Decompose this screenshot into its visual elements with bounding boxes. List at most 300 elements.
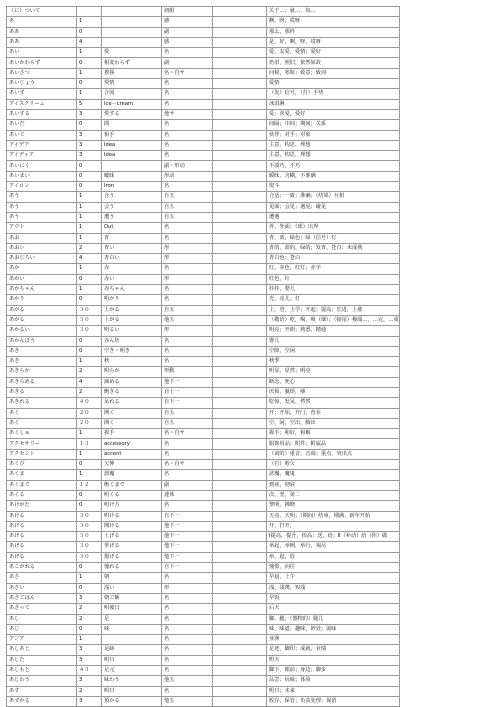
table-row [7,573,400,583]
accent-cell: 3 [77,655,102,665]
accent-cell: ３０ [77,511,102,521]
accent-cell: 0 [77,460,102,470]
reading-cell: アイディア [7,151,77,161]
blank-cell [213,346,267,356]
pos-cell: 名 [162,120,213,130]
meaning-cell: 主意，构思，理想 [267,140,400,150]
blank-cell [213,635,267,645]
pos-cell: 自下一 [162,511,213,521]
kanji-cell: 上がる [102,305,162,315]
kanji-cell: 上げる [102,532,162,542]
pos-cell: 連体 [162,490,213,500]
pos-cell: 名 [162,89,213,99]
table-row [7,367,400,377]
pos-cell: 名 [162,449,213,459]
pos-cell: 名・自サ [162,68,213,78]
accent-cell: ３０ [77,315,102,325]
reading-cell: あきる [7,387,77,397]
reading-cell: あさ [7,573,77,583]
blank-cell [213,357,267,367]
accent-cell: 1 [77,48,102,58]
reading-cell: アジア [7,635,77,645]
blank-cell [213,490,267,500]
meaning-cell: 青，蓝，绿色；绿（信号）灯 [267,233,400,243]
table-row [7,542,400,552]
pos-cell: 名 [162,223,213,233]
reading-cell: あいさつ [7,68,77,78]
table-row [7,17,400,27]
reading-cell: あか [7,264,77,274]
accent-cell: 3 [77,676,102,686]
accent-cell: 0 [77,79,102,89]
reading-cell: あがる [7,305,77,315]
table-row [7,624,400,634]
accent-cell: 2 [77,387,102,397]
pos-cell: 名 [162,573,213,583]
meaning-cell: （词的）重音，音调；重点，突出点 [267,449,400,459]
accent-cell: 0 [77,182,102,192]
kanji-cell: 秋 [102,357,162,367]
accent-cell: 3 [77,109,102,119]
reading-cell: あした [7,655,77,665]
meaning-cell: 爱情 [267,79,400,89]
blank-cell [213,182,267,192]
pos-cell: 名 [162,666,213,676]
table-row [7,202,400,212]
table-row [7,27,400,37]
meaning-cell: 青白色；苍白 [267,254,400,264]
meaning-cell: 黎明，拂晓 [267,501,400,511]
reading-cell: あす [7,686,77,696]
meaning-cell: 空，闲，空出，腾出 [267,418,400,428]
accent-cell: 2 [77,604,102,614]
accent-cell: 0 [77,161,102,171]
blank-cell [213,563,267,573]
meaning-cell: 红色，红 [267,274,400,284]
kanji-cell: 明かり [102,295,162,305]
meaning-cell: 关于…，就…，每… [267,7,400,17]
kanji-cell: 朝 [102,573,162,583]
kanji-cell: 明日 [102,686,162,696]
table-row [7,7,400,17]
table-row [7,120,400,130]
table-row [7,68,400,78]
blank-cell [213,254,267,264]
blank-cell [213,583,267,593]
kanji-cell: 諦める [102,377,162,387]
accent-cell: 0 [77,27,102,37]
pos-cell: 自五 [162,202,213,212]
meaning-cell: 到底，彻底 [267,480,400,490]
reading-cell: アウト [7,223,77,233]
meaning-cell: 厌烦，腻烦，够 [267,387,400,397]
accent-cell: ３０ [77,521,102,531]
kanji-cell [102,17,162,27]
blank-cell [213,99,267,109]
blank-cell [213,243,267,253]
blank-cell [213,552,267,562]
table-row [7,336,400,346]
kanji-cell: 悪魔 [102,470,162,480]
table-row [7,460,400,470]
kanji-cell: Ice－cream [102,99,162,109]
reading-cell: あき [7,357,77,367]
reading-cell: あじわう [7,676,77,686]
blank-cell [213,305,267,315]
kanji-cell: 空き・明き [102,346,162,356]
reading-cell: アイデア [7,140,77,150]
accent-cell: 1 [77,573,102,583]
meaning-cell: 青的，蓝的，绿的；发青，苍白；未成熟 [267,243,400,253]
accent-cell: 1 [77,635,102,645]
meaning-cell: 开，打开， [267,521,400,531]
kanji-cell: 青 [102,233,162,243]
reading-cell: あずかる [7,696,77,706]
reading-cell: アイロン [7,182,77,192]
accent-cell [77,7,102,17]
table-row [7,58,400,68]
pos-cell: 名 [162,470,213,480]
pos-cell: 形动 [162,171,213,181]
pos-cell: 名 [162,655,213,665]
meaning-cell: 那么，那样 [267,27,400,37]
blank-cell [213,161,267,171]
meaning-cell: 握手；和好，和解 [267,429,400,439]
blank-cell [213,398,267,408]
kanji-cell: 明後日 [102,604,162,614]
table-row [7,254,400,264]
accent-cell: 1 [77,470,102,480]
meaning-cell: 熨斗 [267,182,400,192]
table-row [7,635,400,645]
kanji-cell: 足 [102,614,162,624]
meaning-cell: 合适；一致；准确；（结果）互相 [267,192,400,202]
accent-cell: 4 [77,254,102,264]
reading-cell: あかい [7,274,77,284]
meaning-cell: （打）哈欠 [267,460,400,470]
pos-cell: 自五 [162,408,213,418]
pos-cell: 他五 [162,315,213,325]
table-row [7,398,400,408]
reading-cell: あくしゅ [7,429,77,439]
accent-cell: 1 [77,233,102,243]
blank-cell [213,387,267,397]
kanji-cell: 青白い [102,254,162,264]
kanji-cell [102,7,162,17]
pos-cell: 感 [162,17,213,27]
accent-cell: 1 [77,68,102,78]
reading-cell: あける [7,521,77,531]
accent-cell: 1 [77,17,102,27]
table-row [7,501,400,511]
meaning-cell: 足迹，脚印；成就，业绩 [267,645,400,655]
reading-cell: あ [7,17,77,27]
meaning-cell: 娃娃，婴儿 [267,285,400,295]
accent-cell: 1 [77,429,102,439]
table-row [7,243,400,253]
meaning-cell: 憧憬，向往 [267,563,400,573]
kanji-cell [102,635,162,645]
vocabulary-table-body [7,7,400,707]
table-row [7,563,400,573]
accent-cell: 1 [77,264,102,274]
meaning-cell: Ⅰ提高，提升，抬高；送，给；Ⅱ（补动）给（你）做 [267,532,400,542]
blank-cell [213,532,267,542]
reading-cell: あげる [7,542,77,552]
table-row [7,470,400,480]
table-row [7,686,400,696]
reading-cell: あかるい [7,326,77,336]
meaning-cell: 见面；会见；遇见；碰见 [267,202,400,212]
table-row [7,130,400,140]
accent-cell: １２ [77,480,102,490]
pos-cell: 名 [162,346,213,356]
accent-cell: 3 [77,696,102,706]
pos-cell: 名 [162,48,213,58]
meaning-cell: 明日；未来 [267,686,400,696]
meaning-cell: 不凑巧，不巧 [267,161,400,171]
meaning-cell: 婴儿 [267,336,400,346]
table-row [7,439,400,449]
reading-cell: あいだ [7,120,77,130]
pos-cell: 副・形动 [162,161,213,171]
pos-cell: 自下一 [162,563,213,573]
meaning-cell: 早饭 [267,593,400,603]
meaning-cell: 次，翌，第二 [267,490,400,500]
reading-cell: あくまで [7,480,77,490]
reading-cell: アクセント [7,449,77,459]
table-row [7,418,400,428]
reading-cell: あけがた [7,501,77,511]
blank-cell [213,439,267,449]
table-row [7,233,400,243]
accent-cell: ３０ [77,542,102,552]
accent-cell: 1 [77,192,102,202]
pos-cell: 名 [162,285,213,295]
kanji-cell [102,161,162,171]
table-row [7,285,400,295]
pos-cell: 形 [162,254,213,264]
blank-cell [213,89,267,99]
pos-cell: 他五 [162,676,213,686]
table-row [7,212,400,222]
pos-cell: 名 [162,645,213,655]
blank-cell [213,37,267,47]
reading-cell: あげる [7,532,77,542]
reading-cell: あいじょう [7,79,77,89]
reading-cell: あいかわらず [7,58,77,68]
table-row [7,37,400,47]
kanji-cell: 飽きる [102,387,162,397]
pos-cell: 名 [162,614,213,624]
meaning-cell: 爱；喜爱，爱好 [267,109,400,119]
blank-cell [213,68,267,78]
pos-cell: 形 [162,274,213,284]
blank-cell [213,109,267,119]
kanji-cell: 朝ご飯 [102,593,162,603]
pos-cell: 名 [162,336,213,346]
kanji-cell: 相変わらず [102,58,162,68]
kanji-cell: 揚げる [102,552,162,562]
kanji-cell: 間 [102,120,162,130]
table-row [7,490,400,500]
blank-cell [213,336,267,346]
accent-cell: 1 [77,223,102,233]
accent-cell: ３０ [77,532,102,542]
blank-cell [213,367,267,377]
kanji-cell: 合う [102,192,162,202]
meaning-cell: 光，亮儿；灯 [267,295,400,305]
accent-cell: 1 [77,285,102,295]
blank-cell [213,223,267,233]
meaning-cell: 亚洲 [267,635,400,645]
accent-cell: 4 [77,377,102,387]
table-row [7,593,400,603]
meaning-cell: 红，赤色，红灯；赤字 [267,264,400,274]
accent-cell: 0 [77,501,102,511]
kanji-cell: accessory [102,439,162,449]
blank-cell [213,377,267,387]
accent-cell: 0 [77,274,102,284]
blank-cell [213,470,267,480]
meaning-cell: 味，味道；趣味，妙处；滋味 [267,624,400,634]
kanji-cell: 曖昧 [102,171,162,181]
reading-cell: あくる [7,490,77,500]
meaning-cell: 爱，友爱，爱情；爱好 [267,48,400,58]
table-row [7,387,400,397]
table-row [7,357,400,367]
accent-cell: 3 [77,593,102,603]
reading-cell: あさい [7,583,77,593]
accent-cell: 2 [77,367,102,377]
blank-cell [213,58,267,68]
pos-cell: 感 [162,37,213,47]
table-row [7,532,400,542]
pos-cell: 副 [162,480,213,490]
pos-cell: 自上一 [162,387,213,397]
accent-cell: ３０ [77,305,102,315]
kanji-cell: 赤 [102,264,162,274]
vocabulary-table [6,6,400,707]
meaning-cell: 收存，保管；负责处理；保留 [267,696,400,706]
table-row [7,161,400,171]
kanji-cell: 明くる [102,490,162,500]
meaning-cell: 伙伴；对手；对象 [267,130,400,140]
pos-cell: 名 [162,357,213,367]
reading-cell: あかり [7,295,77,305]
table-row [7,449,400,459]
meaning-cell: 明亮；开朗；熟悉，精通 [267,326,400,336]
table-row [7,655,400,665]
kanji-cell: Iron [102,182,162,192]
accent-cell: 1 [77,202,102,212]
reading-cell: アクセサリー [7,439,77,449]
blank-cell [213,7,267,17]
blank-cell [213,449,267,459]
blank-cell [213,511,267,521]
pos-cell: 名 [162,604,213,614]
blank-cell [213,120,267,130]
pos-cell: 他下一 [162,377,213,387]
meaning-cell: 主意，构思，理想 [267,151,400,161]
blank-cell [213,521,267,531]
meaning-cell: 早晨，上午 [267,573,400,583]
reading-cell: あおい [7,243,77,253]
meaning-cell: 举，起，放 [267,552,400,562]
blank-cell [213,192,267,202]
kanji-cell: 愛情 [102,79,162,89]
table-row [7,614,400,624]
accent-cell: 1 [77,212,102,222]
kanji-cell [102,27,162,37]
meaning-cell: 空隙，空闲 [267,346,400,356]
kanji-cell: 足跡 [102,645,162,655]
reading-cell: あく [7,408,77,418]
reading-cell: あいず [7,89,77,99]
table-row [7,89,400,99]
blank-cell [213,686,267,696]
meaning-cell: 冰淇淋 [267,99,400,109]
reading-cell: あく [7,418,77,428]
reading-cell: あしあと [7,645,77,655]
pos-cell: 名 [162,624,213,634]
kanji-cell: 握手 [102,429,162,439]
table-row [7,109,400,119]
kanji-cell: 預かる [102,696,162,706]
blank-cell [213,418,267,428]
pos-cell: 副 [162,27,213,37]
blank-cell [213,48,267,58]
reading-cell: アイスクリーム [7,99,77,109]
pos-cell: 自五 [162,212,213,222]
accent-cell: ２０ [77,418,102,428]
blank-cell [213,604,267,614]
reading-cell: あおじろい [7,254,77,264]
kanji-cell: 青い [102,243,162,253]
kanji-cell: 赤い [102,274,162,284]
accent-cell: 1 [77,357,102,367]
pos-cell: 他下一 [162,532,213,542]
kanji-cell: 足元 [102,666,162,676]
kanji-cell: Out [102,223,162,233]
table-row [7,295,400,305]
blank-cell [213,429,267,439]
blank-cell [213,151,267,161]
reading-cell: ああ [7,27,77,37]
reading-cell: あし [7,614,77,624]
blank-cell [213,614,267,624]
meaning-cell: 浅，浅薄，短浅 [267,583,400,593]
reading-cell: あげる [7,552,77,562]
pos-cell: 自五 [162,418,213,428]
reading-cell: あう [7,202,77,212]
pos-cell: 自下一 [162,398,213,408]
pos-cell: 名 [162,295,213,305]
meaning-cell: 举起，举例，举行，竭尽 [267,542,400,552]
meaning-cell: 是，好，啊，呀，哎呀 [267,37,400,47]
blank-cell [213,315,267,325]
table-row [7,171,400,181]
pos-cell: 他下一 [162,542,213,552]
pos-cell: 名 [162,182,213,192]
pos-cell: 他五 [162,696,213,706]
reading-cell: あい [7,48,77,58]
accent-cell: １３ [77,439,102,449]
blank-cell [213,501,267,511]
meaning-cell: 啊，呀，哎呀 [267,17,400,27]
table-row [7,140,400,150]
accent-cell: 0 [77,171,102,181]
